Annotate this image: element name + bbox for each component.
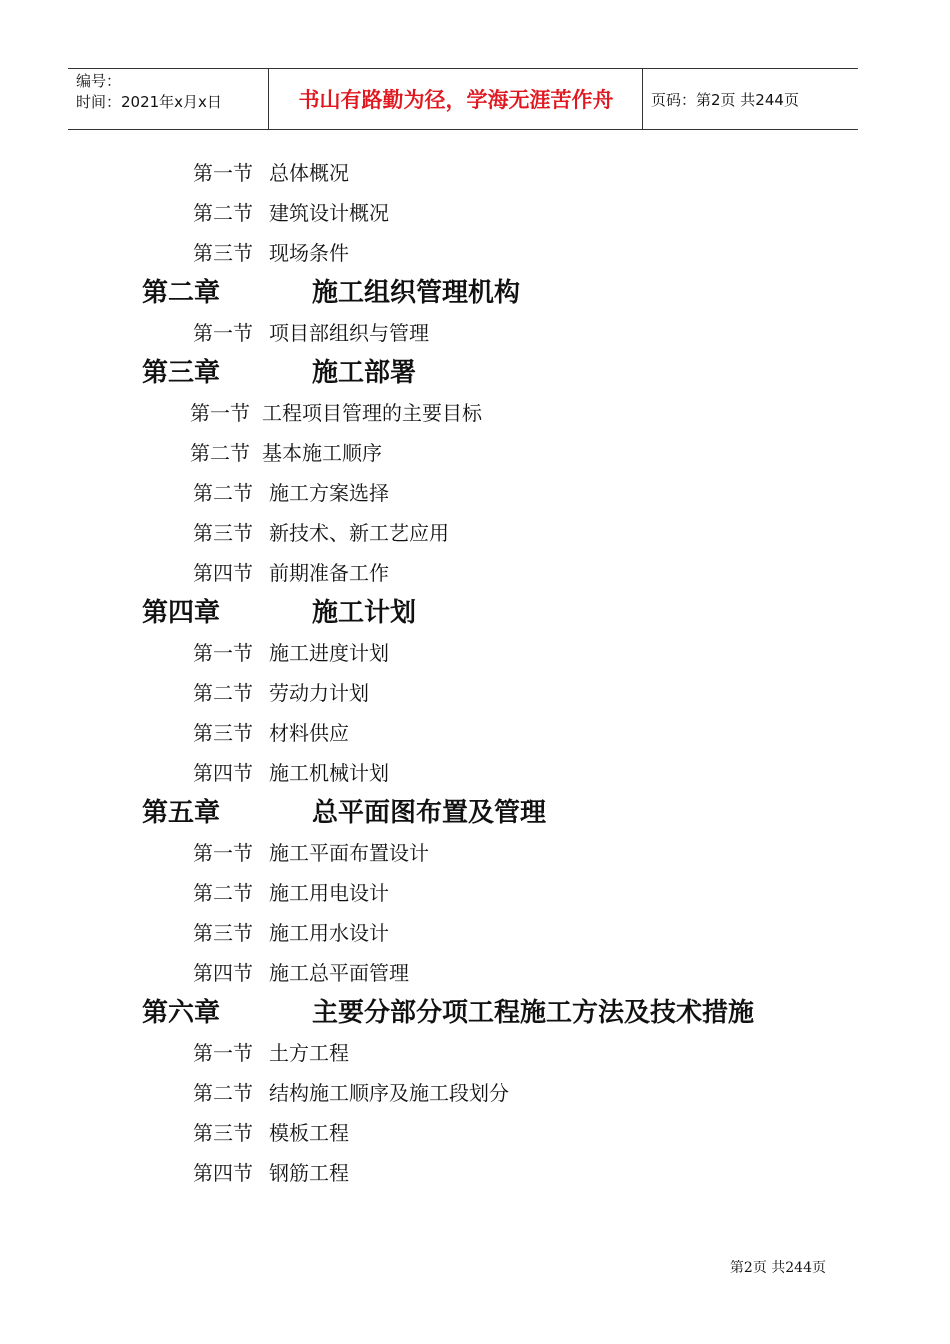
section-number: 第一节 (193, 641, 253, 665)
chapter-title: 总平面图布置及管理 (312, 798, 547, 828)
section-number: 第四节 (193, 761, 253, 785)
section-number: 第三节 (193, 721, 253, 745)
section-number: 第一节 (190, 401, 250, 425)
toc-section (0, 713, 950, 753)
section-number: 第四节 (193, 961, 253, 985)
section-title: 结构施工顺序及施工段划分 (269, 1081, 509, 1105)
section-title: 施工方案选择 (269, 481, 389, 505)
section-number: 第一节 (193, 1041, 253, 1065)
section-number: 第三节 (193, 921, 253, 945)
table-of-contents (0, 153, 950, 1193)
section-title: 前期准备工作 (269, 561, 389, 585)
section-number: 第三节 (193, 1121, 253, 1145)
chapter-number: 第三章 (142, 358, 221, 388)
toc-section (0, 1033, 950, 1073)
section-title: 施工机械计划 (269, 761, 389, 785)
section-number: 第一节 (193, 841, 253, 865)
section-title: 工程项目管理的主要目标 (262, 401, 482, 425)
toc-chapter (0, 593, 950, 633)
toc-section (0, 313, 950, 353)
toc-section (0, 233, 950, 273)
section-number: 第二节 (193, 881, 253, 905)
section-number: 第三节 (193, 241, 253, 265)
toc-section (0, 433, 950, 473)
section-number: 第三节 (193, 521, 253, 545)
chapter-number: 第二章 (142, 278, 221, 308)
chapter-title: 主要分部分项工程施工方法及技术措施 (312, 998, 755, 1028)
section-title: 模板工程 (269, 1121, 349, 1145)
toc-section (0, 833, 950, 873)
header-meta (76, 71, 266, 113)
section-title: 施工总平面管理 (269, 961, 409, 985)
chapter-title: 施工部署 (312, 358, 417, 388)
toc-chapter (0, 793, 950, 833)
section-title: 施工用水设计 (269, 921, 389, 945)
toc-chapter (0, 273, 950, 313)
section-title: 现场条件 (269, 241, 349, 265)
section-title: 施工用电设计 (269, 881, 389, 905)
toc-section (0, 1153, 950, 1193)
toc-section (0, 673, 950, 713)
section-title: 基本施工顺序 (262, 441, 382, 465)
page-footer: 第2页 共244页 (729, 1260, 826, 1276)
header-divider-right (642, 69, 643, 129)
document-id-label: 编号： (76, 72, 122, 90)
section-number: 第二节 (190, 441, 250, 465)
section-title: 项目部组织与管理 (269, 321, 429, 345)
chapter-number: 第六章 (142, 998, 221, 1028)
toc-section (0, 633, 950, 673)
toc-section (0, 193, 950, 233)
section-title: 劳动力计划 (269, 681, 369, 705)
toc-chapter (0, 993, 950, 1033)
section-title: 钢筋工程 (269, 1161, 349, 1185)
chapter-number: 第四章 (142, 598, 221, 628)
section-title: 总体概况 (269, 161, 349, 185)
section-title: 土方工程 (269, 1041, 349, 1065)
section-title: 建筑设计概况 (269, 201, 389, 225)
toc-section (0, 393, 950, 433)
toc-section (0, 153, 950, 193)
section-title: 新技术、新工艺应用 (269, 521, 449, 545)
section-number: 第二节 (193, 1081, 253, 1105)
section-number: 第四节 (193, 1161, 253, 1185)
document-time-label: 时间：2021年x月x日 (76, 93, 222, 111)
section-number: 第一节 (193, 321, 253, 345)
toc-section (0, 473, 950, 513)
toc-section (0, 753, 950, 793)
header-page-info: 页码：第2页 共244页 (651, 90, 799, 109)
section-title: 施工平面布置设计 (269, 841, 429, 865)
toc-section (0, 1073, 950, 1113)
toc-section (0, 873, 950, 913)
section-number: 第二节 (193, 681, 253, 705)
toc-section (0, 513, 950, 553)
section-number: 第二节 (193, 201, 253, 225)
toc-section (0, 553, 950, 593)
section-number: 第一节 (193, 161, 253, 185)
section-number: 第二节 (193, 481, 253, 505)
section-number: 第四节 (193, 561, 253, 585)
chapter-title: 施工计划 (312, 598, 417, 628)
toc-section (0, 1113, 950, 1153)
chapter-number: 第五章 (142, 798, 221, 828)
chapter-title: 施工组织管理机构 (312, 278, 521, 308)
section-title: 材料供应 (269, 721, 349, 745)
header-motto: 书山有路勤为径，学海无涯苦作舟 (298, 88, 614, 112)
toc-chapter (0, 353, 950, 393)
section-title: 施工进度计划 (269, 641, 389, 665)
toc-section (0, 953, 950, 993)
page-header (68, 68, 858, 130)
toc-section (0, 913, 950, 953)
